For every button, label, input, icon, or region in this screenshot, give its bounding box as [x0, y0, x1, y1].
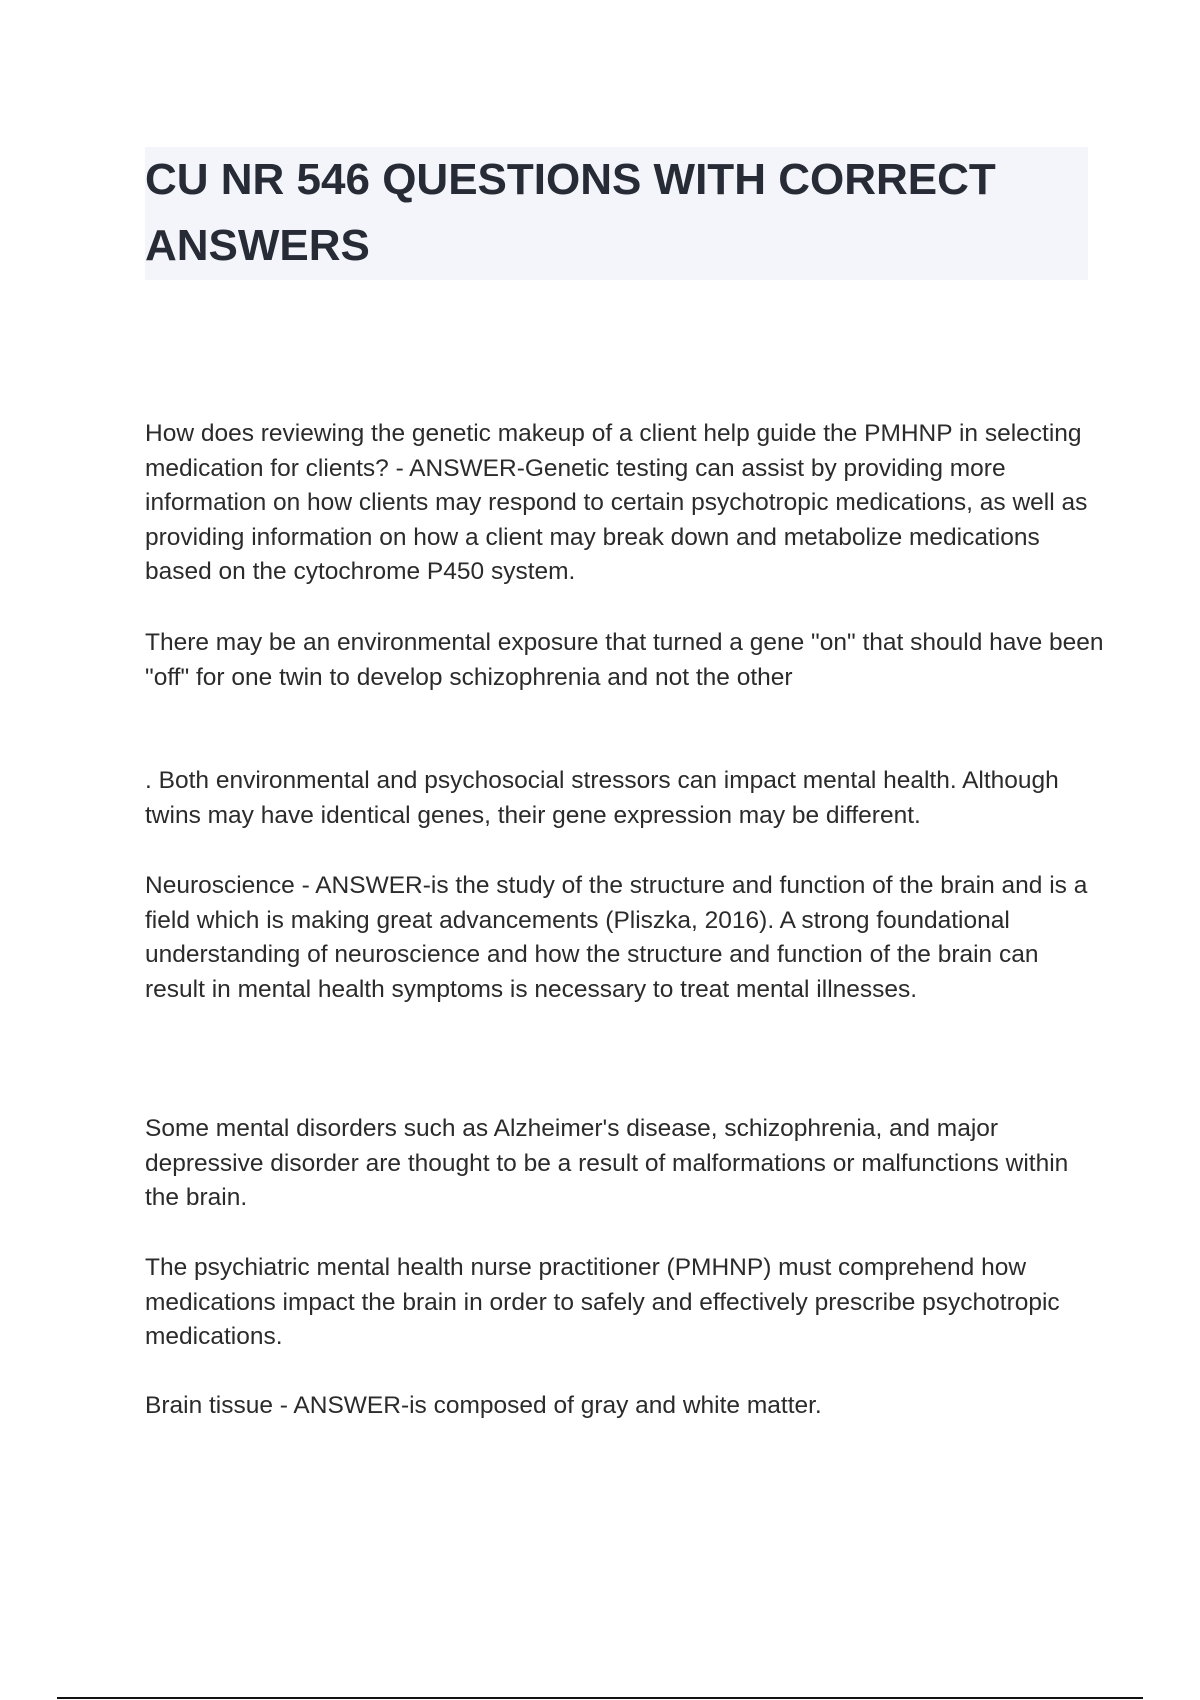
paragraph-genetic-makeup: How does reviewing the genetic makeup of a client help guide the PMHNP in selecting medication for clients? - ANSWER-Genetic testing can assist by providing more information on how clients may respond to certain psychotropic medications, as well as providing information on how a client may break down and metabolize medications based on the cytochrome P450 system.	[145, 420, 1088, 585]
paragraph-brain-tissue: Brain tissue - ANSWER-is composed of gray and white matter.	[145, 1392, 822, 1419]
paragraph-stressors: . Both environmental and psychosocial stressors can impact mental health. Although twins may have identical genes, their gene expression may be different.	[145, 767, 1059, 829]
paragraph-environmental-exposure: There may be an environmental exposure that turned a gene "on" that should have been "off" for one twin to develop schizophrenia and not the other	[145, 629, 1104, 691]
paragraph-mental-disorders: Some mental disorders such as Alzheimer's disease, schizophrenia, and major depressive disorder are thought to be a result of malformations or malfunctions within the brain.	[145, 1115, 1069, 1211]
paragraph-neuroscience: Neuroscience - ANSWER-is the study of the structure and function of the brain and is a field which is making great advancements (Pliszka, 2016). A strong foundational understanding of neuroscience and how the structure and function of the brain can result in mental health symptoms is necessary to treat mental illnesses.	[145, 872, 1088, 1003]
paragraph-pmhnp: The psychiatric mental health nurse practitioner (PMHNP) must comprehend how medications impact the brain in order to safely and effectively prescribe psychotropic medications.	[145, 1254, 1060, 1350]
title-banner	[145, 147, 1088, 280]
document-title: CU NR 546 QUESTIONS WITH CORRECT ANSWERS	[145, 155, 996, 270]
footer-rule	[57, 1697, 1143, 1699]
